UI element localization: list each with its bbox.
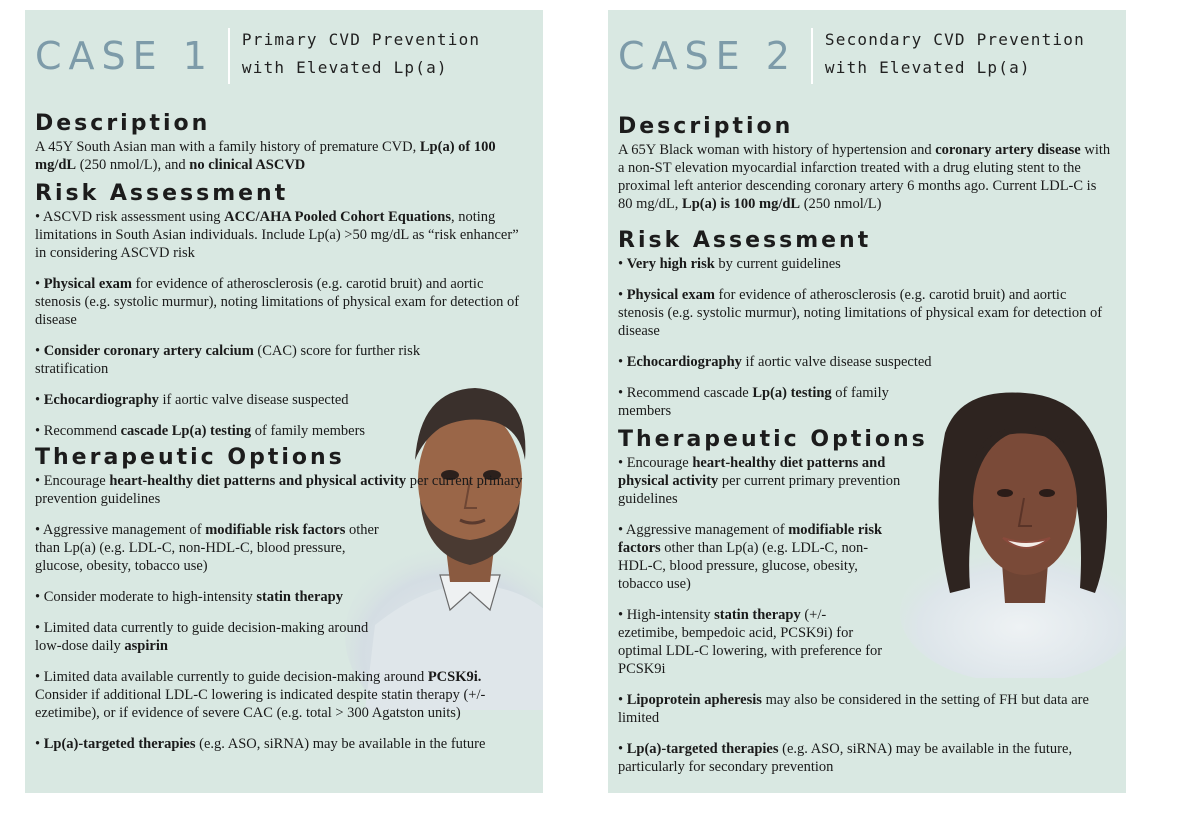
case2-therapy-item: • High-intensity statin therapy (+/- ezetimibe, bempedoic acid, PCSK9i) for optimal LDL-C lowering, with preference for PCSK9i: [618, 606, 888, 678]
case2-therapy-heading: Therapeutic Options: [618, 427, 928, 452]
case1-card: [25, 10, 543, 793]
case1-therapy-item: • Limited data currently to guide decision-making around low-dose daily aspirin: [35, 619, 385, 655]
case2-risk-item: • Physical exam for evidence of atherosclerosis (e.g. carotid bruit) and aortic stenosis (e.g. systolic murmur), noting limitations of physical exam for detection of disease: [618, 286, 1114, 340]
case1-subtitle: [230, 26, 480, 84]
case1-therapy-item: • Aggressive management of modifiable risk factors other than Lp(a) (e.g. LDL-C, non-HDL-C, blood pressure, glucose, obesity, tobacco use): [35, 521, 385, 575]
case1-therapy-item: • Lp(a)-targeted therapies (e.g. ASO, siRNA) may be available in the future: [35, 735, 531, 753]
case1-subtitle-line1: Primary CVD Prevention: [241, 30, 481, 49]
case1-risk-item: • Physical exam for evidence of atherosclerosis (e.g. carotid bruit) and aortic stenosis (e.g. systolic murmur), noting limitations of physical exam for detection of disease: [35, 275, 531, 329]
case2-risk-item: • Recommend cascade Lp(a) testing of family members: [618, 384, 908, 420]
case1-description: A 45Y South Asian man with a family history of premature CVD, Lp(a) of 100 mg/dL (250 nmol/L), and no clinical ASCVD: [35, 139, 496, 173]
case2-risk-item: • Very high risk by current guidelines: [618, 255, 1114, 273]
case2-card: [608, 10, 1126, 793]
case1-risk-list: [35, 208, 531, 440]
case2-subtitle-line2: with Elevated Lp(a): [824, 58, 1031, 77]
case1-risk-item: • Echocardiography if aortic valve disease suspected: [35, 391, 531, 409]
case2-label: CASE 2: [618, 28, 813, 84]
case2-risk-heading: Risk Assessment: [618, 228, 872, 253]
case2-risk-item: • Echocardiography if aortic valve disease suspected: [618, 353, 1114, 371]
case1-risk-item: • Consider coronary artery calcium (CAC) score for further risk stratification: [35, 342, 425, 378]
case1-label: CASE 1: [35, 28, 230, 84]
case1-therapy-item: • Limited data available currently to guide decision-making around PCSK9i. Consider if additional LDL-C lowering is indicated despite statin therapy (+/- ezetimibe), or if evidence of severe CAC (e.g. total > 300 Agatston units): [35, 668, 531, 722]
case2-description-heading: Description: [618, 114, 794, 139]
case2-header: [618, 28, 1085, 84]
case2-subtitle: [813, 26, 1085, 84]
case1-header: [35, 28, 480, 84]
case1-content: [35, 110, 531, 766]
woman-portrait-illustration: [890, 388, 1126, 678]
case2-therapy-item: • Aggressive management of modifiable risk factors other than Lp(a) (e.g. LDL-C, non-HDL-C, blood pressure, glucose, obesity, tobacco use): [618, 521, 888, 593]
case1-risk-heading: Risk Assessment: [35, 181, 289, 206]
case1-risk-item: • Recommend cascade Lp(a) testing of family members: [35, 422, 531, 440]
case2-therapy-item: • Encourage heart-healthy diet patterns and physical activity per current primary prevention guidelines: [618, 454, 908, 508]
case1-therapy-heading: Therapeutic Options: [35, 445, 345, 470]
case1-therapy-item: • Consider moderate to high-intensity statin therapy: [35, 588, 531, 606]
case1-therapy-item: • Encourage heart-healthy diet patterns and physical activity per current primary prevention guidelines: [35, 472, 531, 508]
case1-subtitle-line2: with Elevated Lp(a): [241, 58, 448, 77]
case2-description: A 65Y Black woman with history of hypertension and coronary artery disease with a non-ST elevation myocardial infarction treated with a drug eluting stent to the proximal left anterior descending coronary artery 6 months ago. Current LDL-C is 80 mg/dL, Lp(a) is 100 mg/dL (250 nmol/L): [618, 142, 1111, 212]
case2-subtitle-line1: Secondary CVD Prevention: [824, 30, 1085, 49]
case2-therapy-item: • Lp(a)-targeted therapies (e.g. ASO, siRNA) may be available in the future, particularly for secondary prevention: [618, 740, 1114, 776]
case2-therapy-item: • Lipoprotein apheresis may also be considered in the setting of FH but data are limited: [618, 691, 1114, 727]
case1-description-heading: Description: [35, 111, 211, 136]
case1-risk-item: • ASCVD risk assessment using ACC/AHA Pooled Cohort Equations, noting limitations in South Asian individuals. Include Lp(a) >50 mg/dL as “risk enhancer” in considering ASCVD risk: [35, 208, 531, 262]
